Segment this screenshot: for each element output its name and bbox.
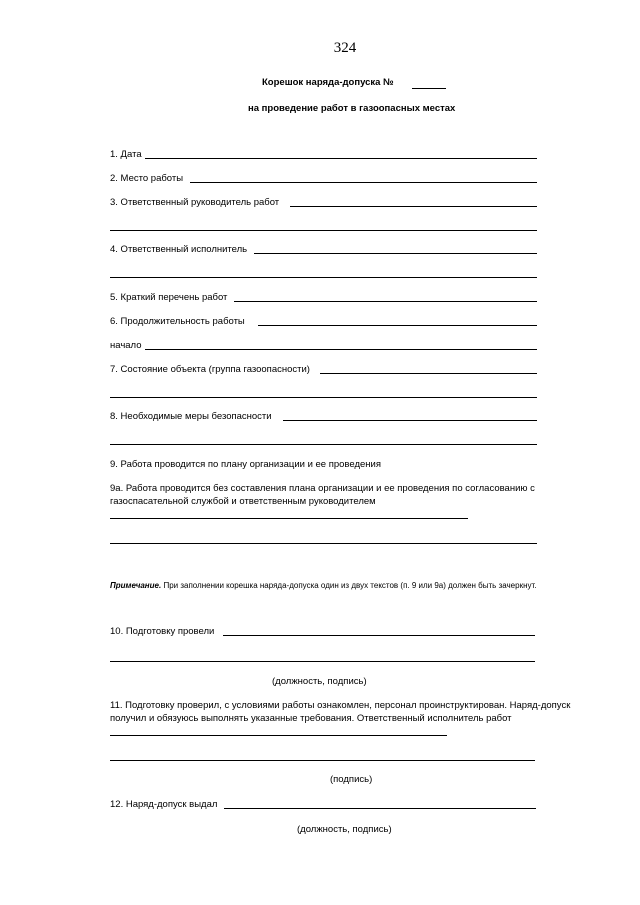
- form-number-field: [412, 88, 446, 89]
- item-prepared-field: [223, 635, 535, 636]
- item-duration-label: 6. Продолжительность работы: [110, 316, 245, 327]
- caption-position-signature-2: (должность, подпись): [297, 824, 392, 835]
- item-11-field: [110, 735, 447, 736]
- form-subtitle: на проведение работ в газоопасных местах: [248, 103, 456, 114]
- item-duration-field: [258, 325, 537, 326]
- item-9a-text-1: 9а. Работа проводится без составления плана организации и ее проведения по согласованию с: [110, 483, 535, 494]
- note-text: При заполнении корешка наряда-допуска один из двух текстов (п. 9 или 9а) должен быть зачеркнут.: [163, 581, 537, 590]
- item-works-field: [234, 301, 537, 302]
- item-safety-field: [283, 420, 537, 421]
- item-date-label: 1. Дата: [110, 149, 142, 160]
- item-executor-field: [254, 253, 537, 254]
- item-safety-label: 8. Необходимые меры безопасности: [110, 411, 272, 422]
- item-works-label: 5. Краткий перечень работ: [110, 292, 228, 303]
- item-start-label: начало: [110, 340, 142, 351]
- note-label: Примечание.: [110, 581, 162, 590]
- item-start-field: [145, 349, 537, 350]
- caption-signature: (подпись): [330, 774, 373, 785]
- item-issued-field: [224, 808, 536, 809]
- item-manager-label: 3. Ответственный руководитель работ: [110, 197, 280, 208]
- item-manager-field: [290, 206, 537, 207]
- item-9a-field-2: [110, 543, 537, 544]
- item-executor-label: 4. Ответственный исполнитель: [110, 244, 248, 255]
- item-issued-label: 12. Наряд-допуск выдал: [110, 799, 218, 810]
- item-date-field: [145, 158, 537, 159]
- caption-position-signature: (должность, подпись): [272, 676, 367, 687]
- item-prepared-label: 10. Подготовку провели: [110, 626, 215, 637]
- item-manager-field-2: [110, 230, 537, 231]
- item-11-text-2: получил и обязуюсь выполнять указанные требования. Ответственный исполнитель работ: [110, 713, 512, 724]
- item-place-label: 2. Место работы: [110, 173, 184, 184]
- item-executor-field-2: [110, 277, 537, 278]
- item-9a-text-2: газоспасательной службой и ответственным руководителем: [110, 496, 376, 507]
- item-place-field: [190, 182, 537, 183]
- item-9-text: 9. Работа проводится по плану организации и ее проведения: [110, 459, 381, 470]
- item-prepared-field-2: [110, 661, 535, 662]
- note: [110, 581, 537, 590]
- item-11-field-2: [110, 760, 535, 761]
- item-9a-field: [110, 518, 468, 519]
- item-object-state-field-2: [110, 397, 537, 398]
- item-11-text-1: 11. Подготовку проверил, с условиями работы ознакомлен, персонал проинструктирован. Наряд-допуск: [110, 700, 571, 711]
- form-title: Корешок наряда-допуска №: [262, 77, 394, 88]
- item-safety-field-2: [110, 444, 537, 445]
- page-number: 324: [333, 40, 357, 56]
- item-object-state-field: [320, 373, 537, 374]
- item-object-state-label: 7. Состояние объекта (группа газоопасности): [110, 364, 310, 375]
